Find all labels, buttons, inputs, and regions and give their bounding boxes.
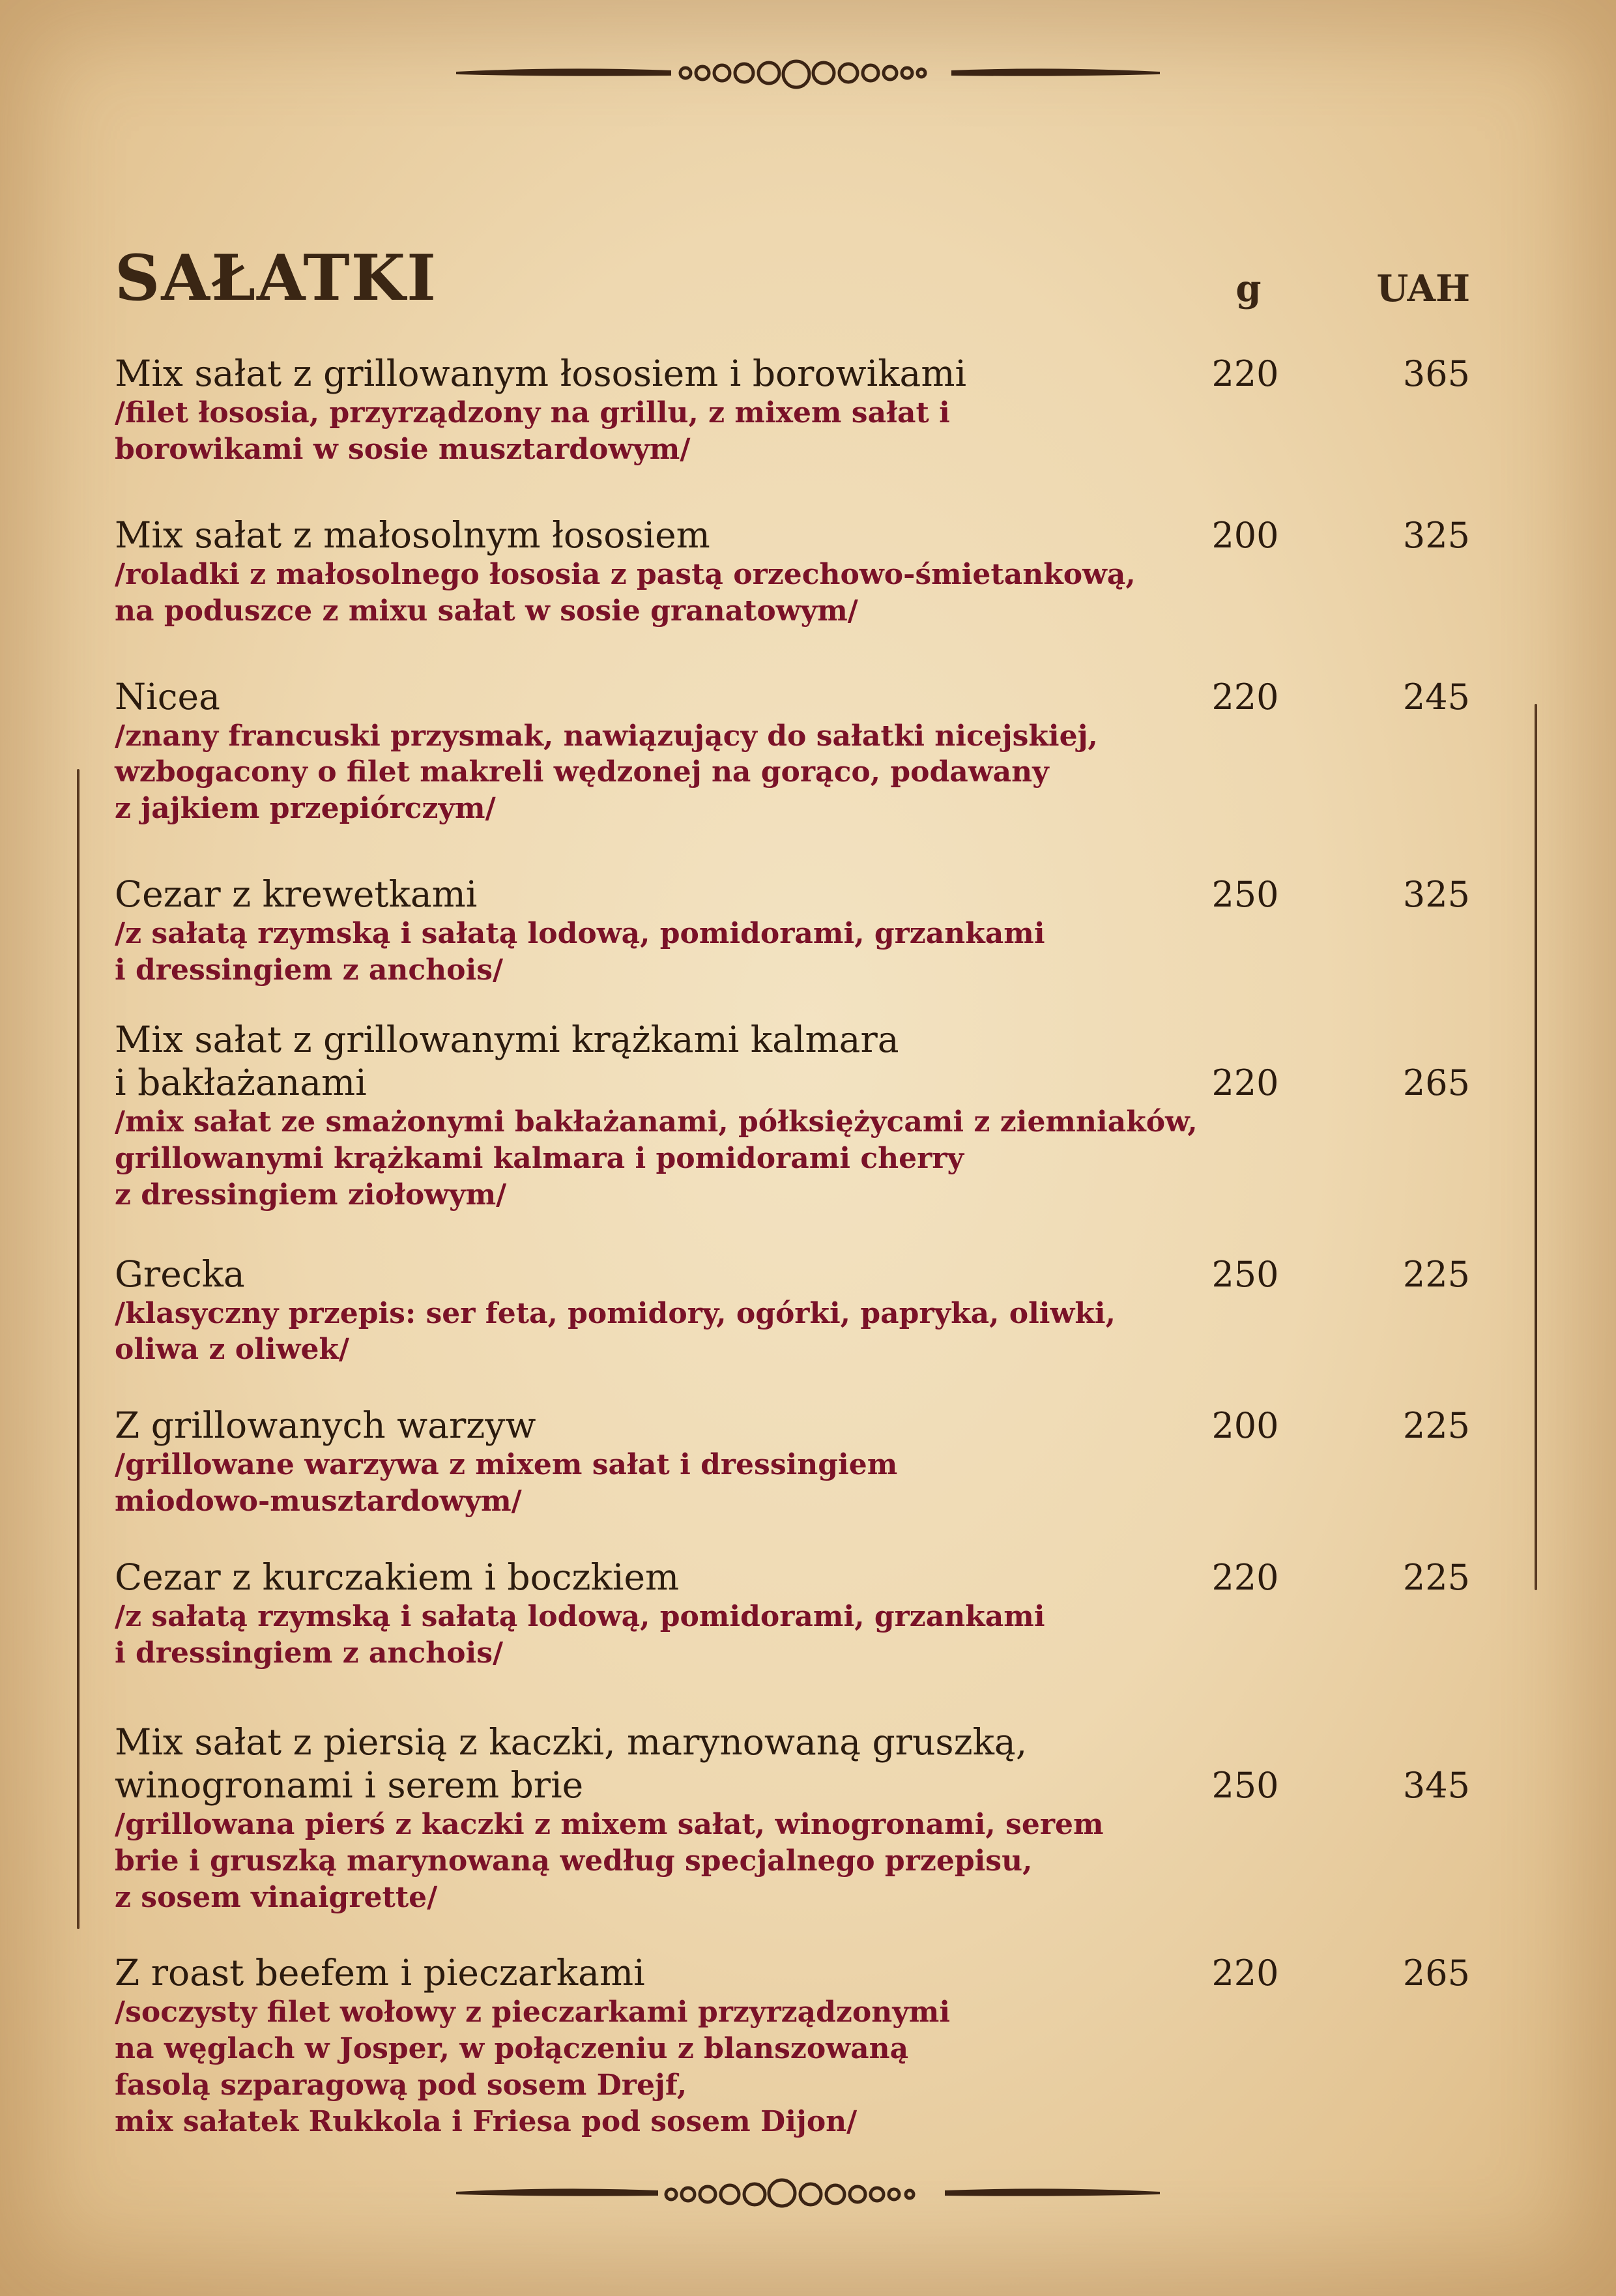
item-weight: 250 — [1211, 1253, 1279, 1295]
item-description-line: /mix sałat ze smażonymi bakłażanami, półksiężycami z ziemniaków, — [115, 1105, 1198, 1139]
item-description-line: /soczysty filet wołowy z pieczarkami przyrządzonymi — [115, 1996, 951, 2029]
item-weight: 250 — [1211, 1764, 1279, 1806]
item-description — [115, 1599, 1483, 1672]
price-column-header: UAH — [1376, 267, 1470, 310]
item-description — [115, 395, 1483, 468]
item-description-line: /grillowana pierś z kaczki z mixem sałat, winogronami, serem — [115, 1807, 1104, 1841]
menu-item — [115, 1721, 1483, 1916]
item-description — [115, 1296, 1483, 1369]
item-weight: 220 — [1211, 1953, 1279, 1994]
item-description-line: na poduszce z mixu sałat w sosie granatowym/ — [115, 594, 858, 628]
item-description-line: borowikami w sosie musztardowym/ — [115, 432, 691, 466]
item-price: 225 — [1402, 1557, 1470, 1598]
item-description-line: brie i gruszką marynowaną według specjalnego przepisu, — [115, 1844, 1033, 1878]
menu-item — [115, 1556, 1483, 1672]
item-name-line: Cezar z krewetkami — [115, 873, 478, 916]
item-name-line: Mix sałat z grillowanym łososiem i borowikami — [115, 353, 967, 394]
item-price: 225 — [1402, 1405, 1470, 1447]
item-price: 365 — [1402, 353, 1470, 394]
right-border-line — [1535, 704, 1537, 1590]
item-description-line: z jajkiem przepiórczym/ — [115, 792, 496, 826]
item-price: 325 — [1402, 514, 1470, 556]
menu-item — [115, 675, 1483, 828]
item-price: 265 — [1402, 1062, 1470, 1103]
item-name-line: Nicea — [115, 675, 220, 718]
item-name-line: i bakłażanami — [115, 1061, 367, 1103]
menu-item — [115, 1018, 1483, 1213]
menu-section — [115, 241, 1483, 2176]
item-description — [115, 1447, 1483, 1520]
item-description — [115, 557, 1483, 630]
item-price: 245 — [1402, 676, 1470, 718]
item-weight: 220 — [1211, 353, 1279, 394]
top-ornament — [0, 53, 1616, 93]
item-description — [115, 1104, 1483, 1213]
item-description — [115, 916, 1483, 989]
bottom-ornament — [0, 2173, 1616, 2213]
item-price: 265 — [1402, 1953, 1470, 1994]
menu-item — [115, 514, 1483, 630]
item-description-line: miodowo-musztardowym/ — [115, 1485, 522, 1519]
item-description-line: oliwa z oliwek/ — [115, 1333, 349, 1367]
item-name-line: Mix sałat z grillowanymi krążkami kalmara — [115, 1018, 899, 1060]
item-weight: 200 — [1211, 1405, 1279, 1447]
item-description-line: i dressingiem z anchois/ — [115, 953, 504, 987]
item-name-line: winogronami i serem brie — [115, 1764, 584, 1806]
item-name-line: Mix sałat z małosolnym łososiem — [115, 514, 710, 556]
item-description-line: /z sałatą rzymską i sałatą lodową, pomidorami, grzankami — [115, 1600, 1045, 1633]
item-name-line: Cezar z kurczakiem i boczkiem — [115, 1556, 680, 1598]
item-description-line: /z sałatą rzymską i sałatą lodową, pomidorami, grzankami — [115, 917, 1045, 951]
left-border-line — [77, 769, 79, 1929]
item-description-line: wzbogacony o filet makreli wędzonej na gorąco, podawany — [115, 755, 1049, 789]
item-description-line: grillowanymi krążkami kalmara i pomidorami cherry — [115, 1141, 964, 1175]
item-description — [115, 718, 1483, 828]
item-description — [115, 1807, 1483, 1916]
item-price: 325 — [1402, 874, 1470, 916]
item-price: 225 — [1402, 1253, 1470, 1295]
item-description — [115, 1994, 1483, 2140]
item-price: 345 — [1402, 1764, 1470, 1806]
item-description-line: /grillowane warzywa z mixem sałat i dressingiem — [115, 1448, 898, 1482]
item-description-line: z dressingiem ziołowym/ — [115, 1178, 507, 1212]
item-description-line: /znany francuski przysmak, nawiązujący do sałatki nicejskiej, — [115, 719, 1098, 753]
item-description-line: /klasyczny przepis: ser feta, pomidory, ogórki, papryka, oliwki, — [115, 1296, 1116, 1330]
item-weight: 200 — [1211, 514, 1279, 556]
item-name-line: Grecka — [115, 1253, 245, 1295]
item-name-line: Mix sałat z piersią z kaczki, marynowaną gruszką, — [115, 1721, 1028, 1763]
item-description-line: fasolą szparagową pod sosem Drejf, — [115, 2069, 687, 2102]
item-description-line: i dressingiem z anchois/ — [115, 1636, 504, 1670]
item-description-line: /roladki z małosolnego łososia z pastą orzechowo-śmietankową, — [115, 557, 1136, 591]
item-description-line: na węglach w Josper, w połączeniu z blanszowaną — [115, 2032, 909, 2066]
menu-item-list — [115, 352, 1483, 2140]
menu-item — [115, 1253, 1483, 1369]
section-title: SAŁATKI — [115, 241, 437, 315]
menu-item — [115, 352, 1483, 468]
section-header — [115, 241, 1483, 352]
item-name-line: Z grillowanych warzyw — [115, 1404, 536, 1447]
item-description-line: z sosem vinaigrette/ — [115, 1880, 438, 1914]
item-weight: 220 — [1211, 1062, 1279, 1103]
item-description-line: mix sałatek Rukkola i Friesa pod sosem Dijon/ — [115, 2105, 858, 2138]
menu-item — [115, 1404, 1483, 1520]
item-weight: 250 — [1211, 874, 1279, 916]
menu-item — [115, 873, 1483, 989]
menu-item — [115, 1951, 1483, 2140]
weight-column-header: g — [1235, 267, 1262, 310]
item-description-line: /filet łososia, przyrządzony na grillu, z mixem sałat i — [115, 396, 950, 429]
item-weight: 220 — [1211, 676, 1279, 718]
item-name-line: Z roast beefem i pieczarkami — [115, 1952, 645, 1994]
item-weight: 220 — [1211, 1557, 1279, 1598]
